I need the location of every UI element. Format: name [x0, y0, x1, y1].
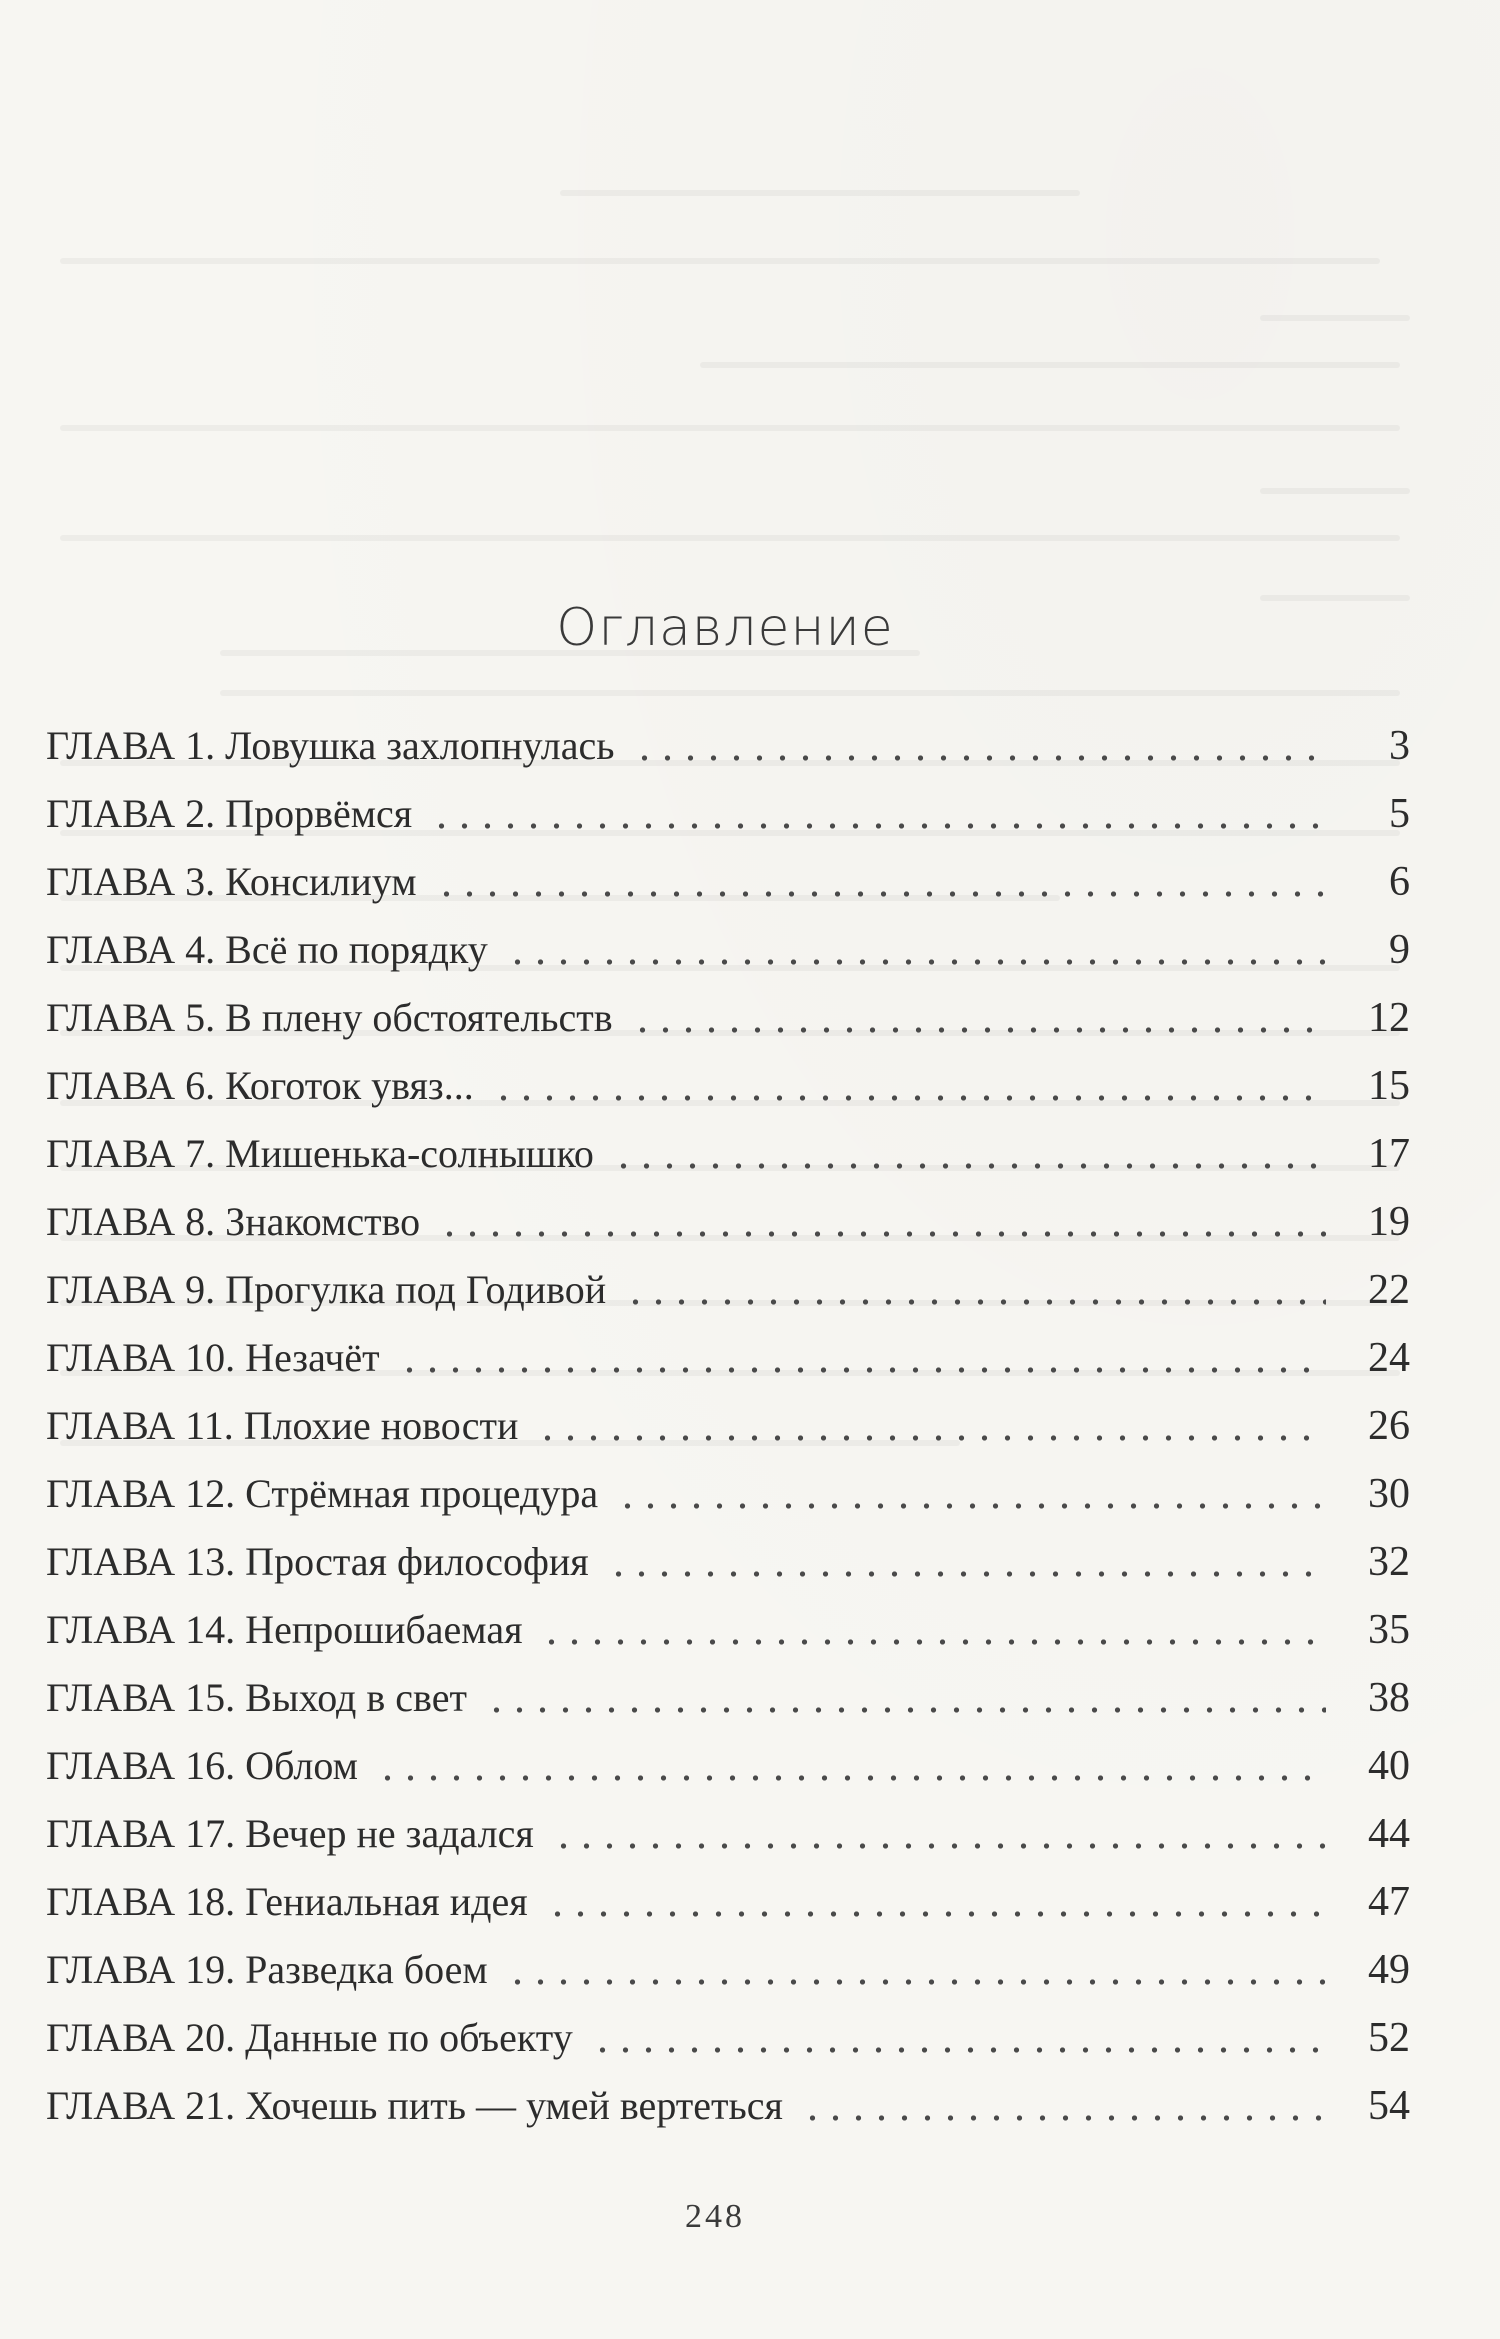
toc-entry-page: 32 — [1368, 1539, 1410, 1585]
toc-entry — [46, 1324, 1410, 1392]
toc-entry-label: ГЛАВА 14. Непрошибаемая — [46, 1607, 523, 1652]
toc-entry-page: 3 — [1389, 723, 1410, 769]
toc-entry-label: ГЛАВА 18. Гениальная идея — [46, 1879, 528, 1924]
toc-entry — [46, 2004, 1410, 2072]
toc-entry-page: 35 — [1368, 1607, 1410, 1653]
dot-leader — [506, 1977, 1326, 1987]
toc-entry-page: 49 — [1368, 1947, 1410, 1993]
toc-entry-label: ГЛАВА 12. Стрёмная процедура — [46, 1471, 599, 1516]
toc-entry — [46, 1120, 1410, 1188]
toc-entry-page: 15 — [1368, 1063, 1410, 1109]
toc-entry-label: ГЛАВА 17. Вечер не задался — [46, 1811, 534, 1856]
dot-leader — [616, 1501, 1326, 1511]
toc-entry — [46, 712, 1410, 780]
toc-entry-page: 38 — [1368, 1675, 1410, 1721]
toc-entry-page: 9 — [1389, 927, 1410, 973]
toc-entry — [46, 1732, 1410, 1800]
toc-entry-page: 54 — [1368, 2083, 1410, 2129]
toc-entry — [46, 780, 1410, 848]
dot-leader — [485, 1705, 1326, 1715]
toc-entry — [46, 1256, 1410, 1324]
dot-leader — [591, 2045, 1326, 2055]
toc-entry-page: 52 — [1368, 2015, 1410, 2061]
dot-leader — [430, 821, 1326, 831]
toc-entry-label: ГЛАВА 21. Хочешь пить — умей вертеться — [46, 2083, 783, 2128]
dot-leader — [438, 1229, 1326, 1239]
toc-entry-page: 26 — [1368, 1403, 1410, 1449]
toc-entry-label: ГЛАВА 5. В плену обстоятельств — [46, 995, 613, 1040]
dot-leader — [607, 1569, 1326, 1579]
toc-entry-page: 44 — [1368, 1811, 1410, 1857]
toc-entry-page: 12 — [1368, 995, 1410, 1041]
toc-title: Оглавление — [556, 598, 894, 658]
toc-entry — [46, 1460, 1410, 1528]
toc-entry-label: ГЛАВА 16. Облом — [46, 1743, 358, 1788]
dot-leader — [506, 957, 1326, 967]
toc-entry-label: ГЛАВА 3. Консилиум — [46, 859, 417, 904]
dot-leader — [492, 1093, 1326, 1103]
toc-entry-page: 47 — [1368, 1879, 1410, 1925]
toc-entry — [46, 848, 1410, 916]
dot-leader — [624, 1297, 1326, 1307]
dot-leader — [546, 1909, 1326, 1919]
toc-entry-label: ГЛАВА 15. Выход в свет — [46, 1675, 467, 1720]
toc-entry-label: ГЛАВА 7. Мишенька-солнышко — [46, 1131, 594, 1176]
toc-entry — [46, 2072, 1410, 2140]
toc-entry — [46, 1188, 1410, 1256]
toc-entry — [46, 1052, 1410, 1120]
dot-leader — [801, 2113, 1326, 2123]
toc-entry-label: ГЛАВА 20. Данные по объекту — [46, 2015, 573, 2060]
toc-entry — [46, 1528, 1410, 1596]
toc-entry-label: ГЛАВА 10. Незачёт — [46, 1335, 380, 1380]
toc-entry — [46, 1936, 1410, 2004]
dot-leader — [612, 1161, 1326, 1171]
toc-entry-page: 22 — [1368, 1267, 1410, 1313]
toc-entry-label: ГЛАВА 1. Ловушка захлопнулась — [46, 723, 615, 768]
toc-entry-label: ГЛАВА 13. Простая философия — [46, 1539, 589, 1584]
toc-entry-label: ГЛАВА 4. Всё по порядку — [46, 927, 488, 972]
toc-entry-page: 6 — [1389, 859, 1410, 905]
toc-entry-page: 17 — [1368, 1131, 1410, 1177]
dot-leader — [631, 1025, 1326, 1035]
dot-leader — [552, 1841, 1326, 1851]
toc-entry-page: 40 — [1368, 1743, 1410, 1789]
toc-entry-label: ГЛАВА 9. Прогулка под Годивой — [46, 1267, 607, 1312]
toc-entry-label: ГЛАВА 2. Прорвёмся — [46, 791, 413, 836]
dot-leader — [536, 1433, 1326, 1443]
dot-leader — [376, 1773, 1326, 1783]
toc-entry — [46, 984, 1410, 1052]
toc-entry-label: ГЛАВА 11. Плохие новости — [46, 1403, 519, 1448]
toc-entry-label: ГЛАВА 19. Разведка боем — [46, 1947, 488, 1992]
toc-entry-page: 30 — [1368, 1471, 1410, 1517]
toc-entry — [46, 1800, 1410, 1868]
toc-entry-page: 24 — [1368, 1335, 1410, 1381]
toc-entry — [46, 1664, 1410, 1732]
page-number: 248 — [685, 2198, 745, 2235]
toc-entry-label: ГЛАВА 8. Знакомство — [46, 1199, 421, 1244]
toc-entry — [46, 1596, 1410, 1664]
toc-entry-page: 19 — [1368, 1199, 1410, 1245]
table-of-contents — [46, 712, 1410, 2140]
toc-entry — [46, 916, 1410, 984]
toc-entry — [46, 1868, 1410, 1936]
dot-leader — [435, 889, 1326, 899]
dot-leader — [540, 1637, 1326, 1647]
dot-leader — [398, 1365, 1326, 1375]
toc-entry-page: 5 — [1389, 791, 1410, 837]
dot-leader — [633, 753, 1327, 763]
toc-entry — [46, 1392, 1410, 1460]
toc-entry-label: ГЛАВА 6. Коготок увяз... — [46, 1063, 474, 1108]
